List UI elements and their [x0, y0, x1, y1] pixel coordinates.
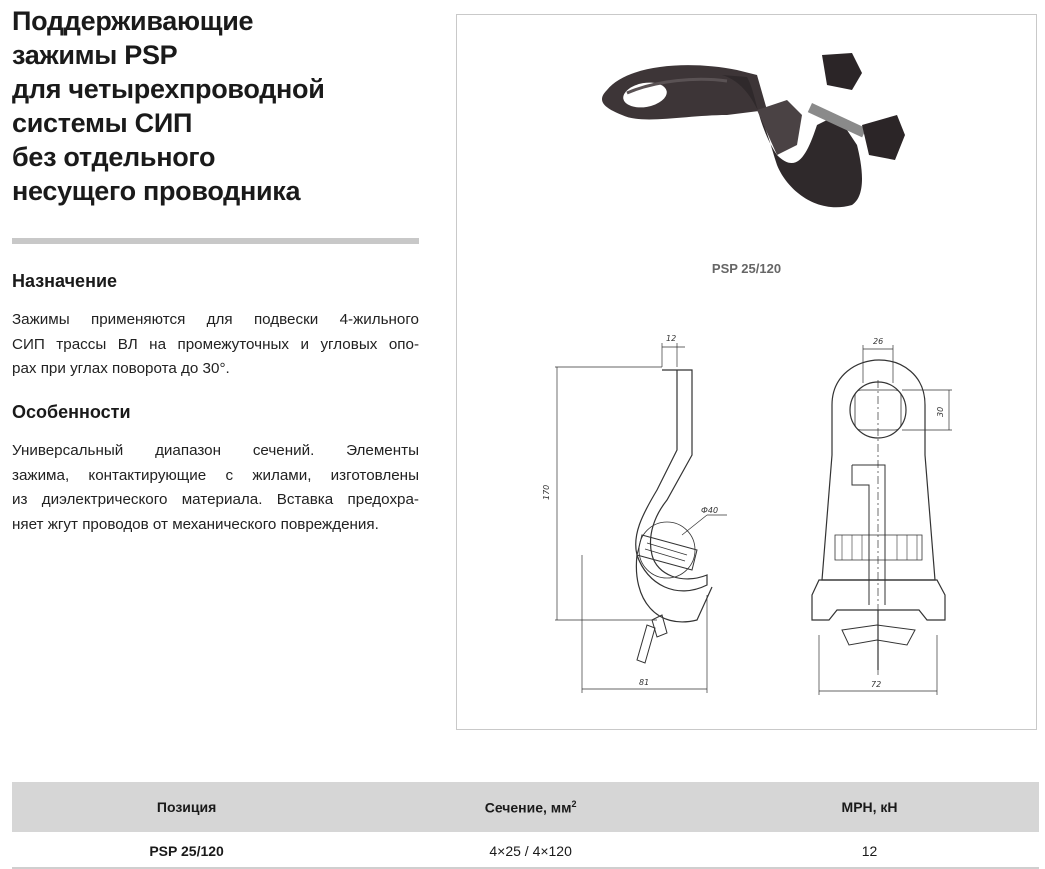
title-line: несущего проводника — [12, 176, 301, 206]
text-line: рах при углах поворота до 30°. — [12, 360, 230, 377]
dim-170: 170 — [542, 484, 551, 500]
title-line: без отдельного — [12, 142, 216, 172]
dim-12: 12 — [666, 334, 677, 343]
col-header-position: Позиция — [12, 782, 361, 834]
dim-72: 72 — [871, 680, 882, 689]
cell-mph: 12 — [700, 834, 1039, 869]
title-line: Поддерживающие — [12, 6, 254, 36]
page-title — [12, 4, 432, 208]
cell-position: PSP 25/120 — [12, 834, 361, 869]
product-figure — [456, 14, 1037, 730]
title-line: для четырехпроводной — [12, 74, 325, 104]
col-header-mph: MPH, кН — [700, 782, 1039, 834]
side-view-dimensions — [555, 343, 727, 693]
clamp-photo — [457, 15, 1036, 729]
title-line: системы СИП — [12, 108, 193, 138]
spec-table — [12, 782, 1039, 869]
text-line: СИП трассы ВЛ на промежуточных и угловых опо- — [12, 335, 419, 353]
text-line: из диэлектрического материала. Вставка предохра- — [12, 491, 419, 508]
col-header-section-sup: 2 — [571, 798, 577, 809]
table-row — [12, 834, 1039, 869]
side-view-drawing — [636, 370, 712, 663]
col-header-section-label: Сечение, мм — [484, 799, 572, 816]
front-view-drawing — [812, 360, 945, 670]
col-header-section — [361, 782, 700, 834]
dim-81: 81 — [639, 678, 650, 687]
features-text — [12, 439, 419, 537]
title-divider — [12, 238, 419, 244]
text-line: зажима, контактирующие с жилами, изготовлены — [12, 466, 419, 484]
text-line: Зажимы применяются для подвески 4-жильного — [12, 311, 419, 328]
features-heading: Особенности — [12, 402, 131, 422]
photo-caption: PSP 25/120 — [711, 261, 782, 276]
clamp-photo-illustration — [602, 53, 905, 207]
purpose-text — [12, 308, 419, 382]
cell-section: 4×25 / 4×120 — [361, 834, 700, 869]
text-line: няет жгут проводов от механического повреждения. — [12, 515, 379, 533]
table-header-row — [12, 782, 1039, 834]
dim-26: 26 — [873, 337, 884, 346]
title-line: зажимы PSP — [12, 40, 178, 70]
purpose-heading: Назначение — [12, 271, 118, 291]
dim-30: 30 — [936, 406, 945, 417]
dim-40: Ф40 — [701, 506, 719, 515]
text-line: Универсальный диапазон сечений. Элементы — [12, 442, 419, 459]
